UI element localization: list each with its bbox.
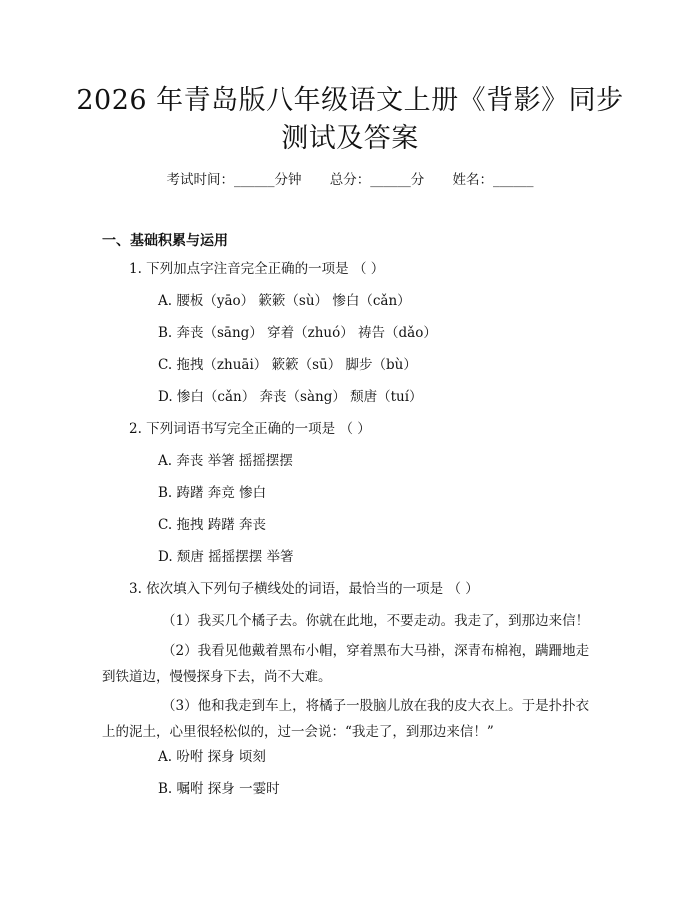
question-1-option-b: B. 奔丧（sāng） 穿着（zhuó） 祷告（dǎo） bbox=[158, 325, 437, 341]
exam-meta bbox=[0, 168, 700, 188]
question-3-option-a: A. 吩咐 探身 顷刻 bbox=[158, 749, 266, 765]
question-1-stem: 1. 下列加点字注音完全正确的一项是 （ ） bbox=[129, 261, 385, 277]
section-heading: 一、基础积累与运用 bbox=[102, 233, 228, 249]
exam-score: 总分：______分 bbox=[329, 172, 425, 188]
student-name: 姓名：______ bbox=[452, 172, 534, 188]
question-3-sentence-3: （3）他和我走到车上，将橘子一股脑儿放在我的皮大衣上。于是扑扑衣上的泥土，心里很轻松似的，过一会说：“我走了，到那边来信！” bbox=[102, 698, 590, 740]
question-1-option-a: A. 腰板（yāo） 簌簌（sù） 惨白（cǎn） bbox=[158, 293, 411, 309]
question-3-option-b: B. 嘱咐 探身 一霎时 bbox=[158, 781, 280, 797]
question-3-sentence-1: （1）我买几个橘子去。你就在此地，不要走动。我走了，到那边来信！ bbox=[162, 613, 590, 629]
question-3-sentence-2: （2）我看见他戴着黑布小帽，穿着黑布大马褂，深青布棉袍，蹒跚地走到铁道边，慢慢探身下去，尚不大难。 bbox=[102, 643, 590, 685]
document-title-line-1: 2026 年青岛版八年级语文上册《背影》同步 bbox=[76, 85, 624, 116]
question-3-stem: 3. 依次填入下列句子横线处的词语，最恰当的一项是 （ ） bbox=[129, 581, 479, 597]
question-1-option-d: D. 惨白（cǎn） 奔丧（sàng） 颓唐（tuí） bbox=[158, 389, 423, 405]
exam-time: 考试时间：______分钟 bbox=[166, 172, 302, 188]
question-2-option-b: B. 踌躇 奔竞 惨白 bbox=[158, 485, 267, 501]
question-2-option-d: D. 颓唐 摇摇摆摆 举箸 bbox=[158, 549, 294, 565]
question-2-option-c: C. 拖拽 踌躇 奔丧 bbox=[158, 517, 267, 533]
document-title-line-2: 测试及答案 bbox=[281, 123, 419, 154]
question-1-option-c: C. 拖拽（zhuāi） 簌簌（sū） 脚步（bù） bbox=[158, 357, 417, 373]
question-2-stem: 2. 下列词语书写完全正确的一项是 （ ） bbox=[129, 421, 371, 437]
question-2-option-a: A. 奔丧 举箸 摇摇摆摆 bbox=[158, 453, 293, 469]
